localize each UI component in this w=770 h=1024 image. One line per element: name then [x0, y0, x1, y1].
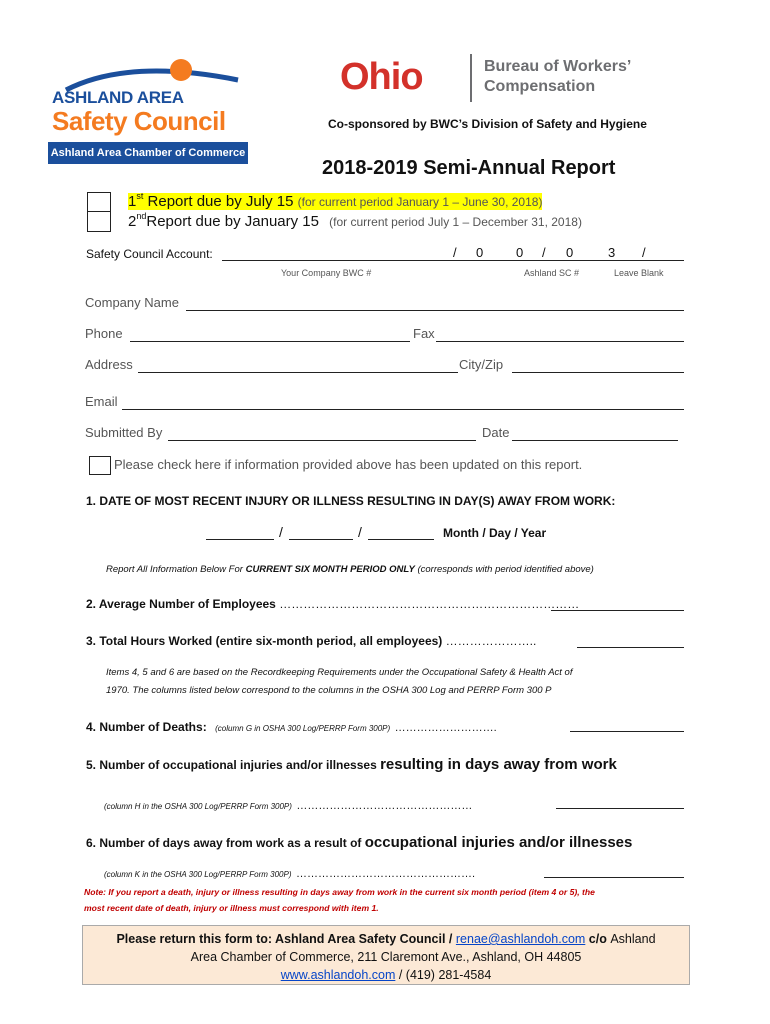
- q6-dots: ………………………………………….: [295, 868, 476, 880]
- footer-phone: / (419) 281-4584: [395, 968, 492, 982]
- report2-ordinal: 2: [128, 213, 137, 230]
- q1-slash-1: /: [279, 524, 283, 540]
- safety-council-logo: [48, 52, 253, 167]
- account-sub-bwc: Your Company BWC #: [281, 268, 372, 278]
- logo-line2: Safety Council: [52, 106, 226, 136]
- account-digit-0c: 0: [566, 245, 574, 260]
- logo-line1: ASHLAND AREA: [52, 88, 184, 107]
- report2-line: [128, 213, 582, 230]
- date-input[interactable]: [512, 440, 678, 441]
- q2-input[interactable]: [551, 610, 684, 611]
- footer-rest1: Ashland: [610, 932, 656, 946]
- submitted-by-input[interactable]: [168, 440, 476, 441]
- q3-line: [86, 634, 536, 648]
- report1-label: Report due by July 15: [143, 193, 294, 210]
- q6-label-b: occupational injuries and/or illnesses: [364, 834, 633, 851]
- cityzip-label: City/Zip: [459, 357, 504, 372]
- q6-note: (column K in the OSHA 300 Log/PERRP Form 300P): [104, 870, 292, 879]
- return-footer: [82, 925, 690, 985]
- logo-divider: [470, 54, 472, 102]
- phone-input[interactable]: [130, 341, 410, 342]
- report2-ordinal-suffix: nd: [136, 211, 147, 221]
- q1-date-format: Month / Day / Year: [443, 526, 547, 540]
- account-sub-blank: Leave Blank: [614, 268, 664, 278]
- update-check-text: Please check here if information provided above has been updated on this report.: [114, 457, 583, 472]
- page-title: 2018-2019 Semi-Annual Report: [322, 157, 616, 179]
- update-checkbox[interactable]: [89, 456, 111, 475]
- q2-line: [86, 597, 579, 611]
- address-label: Address: [85, 357, 133, 372]
- fax-input[interactable]: [436, 341, 684, 342]
- items-note-line2: 1970. The columns listed below correspond to the columns in the OSHA 300 Log and PERRP Form 300 P: [106, 685, 552, 696]
- company-input[interactable]: [186, 310, 684, 311]
- phone-label: Phone: [85, 326, 123, 341]
- q6-line: [86, 834, 632, 852]
- report-period-note: [106, 564, 594, 575]
- q3-label: 3. Total Hours Worked (entire six-month period, all employees): [86, 634, 443, 648]
- items-note-line1: Items 4, 5 and 6 are based on the Recordkeeping Requirements under the Occupational Safety & Health Act of: [106, 667, 573, 678]
- q4-note: (column G in OSHA 300 Log/PERRP Form 300P): [215, 724, 391, 733]
- report1-period: (for current period January 1 – June 30, 2018): [297, 195, 543, 209]
- q6-input[interactable]: [544, 877, 684, 878]
- q2-dots: …………………………………………………………………: [279, 597, 580, 611]
- email-input[interactable]: [122, 409, 684, 410]
- footer-website-link[interactable]: www.ashlandoh.com: [280, 968, 396, 982]
- footer-mid: c/o: [585, 932, 611, 946]
- company-label: Company Name: [85, 295, 179, 310]
- q1-label: 1. DATE OF MOST RECENT INJURY OR ILLNESS RESULTING IN DAY(S) AWAY FROM WORK:: [86, 494, 616, 508]
- q5-label-b: resulting in days away from work: [380, 756, 617, 773]
- account-slash-1: /: [453, 245, 457, 260]
- q1-year-input[interactable]: [368, 539, 434, 540]
- q4-input[interactable]: [570, 731, 684, 732]
- cosponsor-text: Co-sponsored by BWC’s Division of Safety and Hygiene: [328, 117, 647, 131]
- report2-period: (for current period July 1 – December 31, 2018): [329, 215, 582, 229]
- bureau-line2: Compensation: [484, 78, 596, 95]
- account-slash-2: /: [542, 245, 546, 260]
- submitted-by-label: Submitted By: [85, 425, 163, 440]
- footer-email-link[interactable]: renae@ashlandoh.com: [455, 932, 586, 946]
- report2-label: Report due by January 15: [146, 213, 319, 230]
- date-label: Date: [482, 425, 510, 440]
- report1-line: [128, 193, 542, 210]
- footer-line2: Area Chamber of Commerce, 211 Claremont Ave., Ashland, OH 44805: [190, 950, 582, 964]
- logo-chamber-banner: Ashland Area Chamber of Commerce: [48, 142, 248, 164]
- report1-highlight: [128, 193, 542, 210]
- report-note-bold: CURRENT SIX MONTH PERIOD ONLY: [245, 564, 415, 575]
- report1-ordinal: 1: [128, 193, 137, 210]
- q5-input[interactable]: [556, 808, 684, 809]
- report1-ordinal-suffix: st: [136, 191, 144, 201]
- address-input[interactable]: [138, 372, 458, 373]
- ohio-wordmark: Ohio: [340, 56, 423, 98]
- account-slash-3: /: [642, 245, 646, 260]
- account-bwc-input[interactable]: [222, 260, 684, 261]
- report1-checkbox[interactable]: [87, 192, 111, 213]
- q5-note-line: [104, 796, 472, 814]
- report-note-pre: Report All Information Below For: [106, 564, 246, 575]
- q1-month-input[interactable]: [206, 539, 274, 540]
- account-digit-0b: 0: [516, 245, 524, 260]
- footer-bold: Please return this form to: Ashland Area Safety Council /: [116, 932, 456, 946]
- red-note-line1-a: Note: If you report a death, injury or illness resulting in days away from work in the current six month period: [84, 887, 529, 897]
- bwc-logo: [340, 52, 680, 107]
- account-digit-0a: 0: [476, 245, 484, 260]
- bureau-line1: Bureau of Workers’: [484, 58, 632, 75]
- q6-label-a: 6. Number of days away from work as a result of: [86, 836, 365, 850]
- q3-input[interactable]: [577, 647, 684, 648]
- red-note-line2: most recent date of death, injury or illness must correspond with item 1.: [84, 903, 379, 913]
- cityzip-input[interactable]: [512, 372, 684, 373]
- report2-checkbox[interactable]: [87, 211, 111, 232]
- q4-label: 4. Number of Deaths:: [86, 720, 207, 734]
- q5-label-a: 5. Number of occupational injuries and/or illnesses: [86, 758, 381, 772]
- q2-label: 2. Average Number of Employees: [86, 597, 276, 611]
- q1-slash-2: /: [358, 524, 362, 540]
- q5-line: [86, 756, 617, 774]
- red-note-line1-b: (item 4 or 5), the: [528, 887, 595, 897]
- fax-label: Fax: [413, 326, 435, 341]
- q5-note: (column H in the OSHA 300 Log/PERRP Form 300P): [104, 802, 292, 811]
- q5-dots: …………………………………………: [296, 800, 473, 812]
- q1-day-input[interactable]: [289, 539, 353, 540]
- email-label: Email: [85, 394, 118, 409]
- report-note-post: (corresponds with period identified above): [414, 564, 594, 575]
- q6-note-line: [104, 864, 475, 882]
- q3-dots: …………………..: [445, 634, 537, 648]
- q4-line: [86, 718, 497, 736]
- account-label: Safety Council Account:: [86, 247, 213, 261]
- account-sub-sc: Ashland SC #: [524, 268, 580, 278]
- account-digit-3: 3: [608, 245, 616, 260]
- q4-dots: ……………………….: [394, 722, 497, 734]
- footer-line3: [83, 966, 689, 984]
- footer-line1: [83, 930, 689, 948]
- red-note-line1: [84, 887, 595, 897]
